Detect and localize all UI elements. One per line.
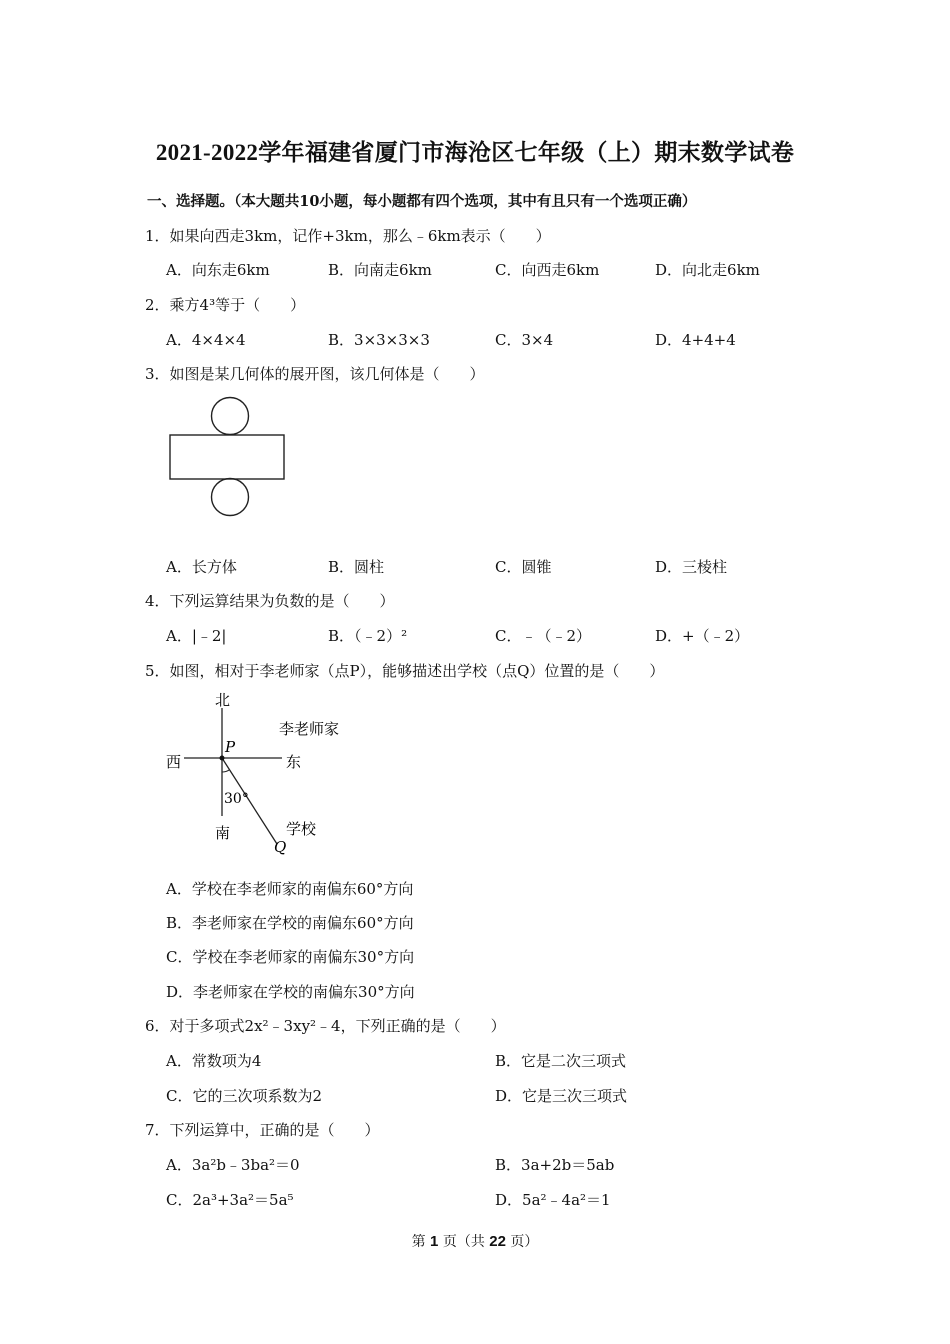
question-2-option-b: B．3×3×3×3 xyxy=(328,331,430,349)
question-7-option-b: B．3a+2b＝5ab xyxy=(495,1156,615,1174)
question-6-option-c: C．它的三次项系数为2 xyxy=(166,1087,323,1105)
question-4-option-a: A．|﹣2| xyxy=(166,627,227,645)
footer-suffix: 页） xyxy=(510,1234,539,1250)
question-3-option-b: B．圆柱 xyxy=(328,558,385,576)
question-4-option-b: B．（﹣2）² xyxy=(328,627,408,645)
question-2-option-d: D．4+4+4 xyxy=(655,331,736,349)
footer-middle: 页（共 xyxy=(442,1234,485,1250)
angle-arc xyxy=(222,770,230,772)
angle-label: 30° xyxy=(224,791,249,807)
footer-page-number: 1 xyxy=(430,1233,439,1250)
question-5-option-a: A．学校在李老师家的南偏东60°方向 xyxy=(166,880,414,898)
cylinder-net-figure xyxy=(165,395,295,520)
question-4-stem: 4．下列运算结果为负数的是（ ） xyxy=(145,592,395,610)
question-3-option-a: A．长方体 xyxy=(166,558,237,576)
question-5-stem: 5．如图，相对于李老师家（点P），能够描述出学校（点Q）位置的是（ ） xyxy=(145,662,665,680)
north-label: 北 xyxy=(215,691,231,709)
top-circle xyxy=(212,398,249,435)
side-rectangle xyxy=(170,435,284,479)
south-label: 南 xyxy=(215,824,231,842)
bottom-circle xyxy=(212,479,249,516)
question-4-option-d: D．+（﹣2） xyxy=(655,627,750,645)
point-p-dot xyxy=(220,756,225,761)
question-3-option-d: D．三棱柱 xyxy=(655,558,728,576)
question-3-option-c: C．圆锥 xyxy=(495,558,552,576)
question-7-option-a: A．3a²b﹣3ba²＝0 xyxy=(166,1156,300,1174)
west-label: 西 xyxy=(166,753,182,771)
question-7-option-d: D．5a²﹣4a²＝1 xyxy=(495,1191,611,1209)
question-2-stem: 2．乘方4³等于（ ） xyxy=(145,296,306,314)
question-5-option-c: C．学校在李老师家的南偏东30°方向 xyxy=(166,948,415,966)
question-1-option-a: A．向东走6km xyxy=(166,261,270,279)
question-2-option-a: A．4×4×4 xyxy=(166,331,246,349)
question-1-option-d: D．向北走6km xyxy=(655,261,760,279)
question-6-option-d: D．它是三次三项式 xyxy=(495,1087,628,1105)
school-label: 学校 xyxy=(286,820,317,838)
question-1-stem: 1．如果向西走3km，记作+3km，那么﹣6km表示（ ） xyxy=(145,227,551,245)
question-5-option-b: B．李老师家在学校的南偏东60°方向 xyxy=(166,914,414,932)
question-7-stem: 7．下列运算中，正确的是（ ） xyxy=(145,1121,380,1139)
question-7-option-c: C．2a³+3a²＝5a⁵ xyxy=(166,1191,294,1209)
question-3-stem: 3．如图是某几何体的展开图，该几何体是（ ） xyxy=(145,365,485,383)
question-2-option-c: C．3×4 xyxy=(495,331,554,349)
question-6-stem: 6．对于多项式2x²﹣3xy²﹣4，下列正确的是（ ） xyxy=(145,1017,506,1035)
page-title: 2021-2022学年福建省厦门市海沧区七年级（上）期末数学试卷 xyxy=(155,140,795,165)
footer-prefix: 第 xyxy=(411,1234,426,1250)
question-6-option-a: A．常数项为4 xyxy=(166,1052,262,1070)
section-heading: 一、选择题。（本大题共10小题，每小题都有四个选项，其中有且只有一个选项正确） xyxy=(147,193,697,210)
point-p-label: P xyxy=(225,738,236,756)
question-5-option-d: D．李老师家在学校的南偏东30°方向 xyxy=(166,983,415,1001)
question-1-option-c: C．向西走6km xyxy=(495,261,600,279)
direction-figure xyxy=(160,688,360,860)
question-6-option-b: B．它是二次三项式 xyxy=(495,1052,627,1070)
point-q-label: Q xyxy=(274,838,287,856)
east-label: 东 xyxy=(286,753,302,771)
home-label: 李老师家 xyxy=(279,720,340,738)
page-footer xyxy=(0,1231,950,1251)
question-4-option-c: C．﹣（﹣2） xyxy=(495,627,592,645)
footer-total-pages: 22 xyxy=(489,1233,506,1250)
question-1-option-b: B．向南走6km xyxy=(328,261,432,279)
